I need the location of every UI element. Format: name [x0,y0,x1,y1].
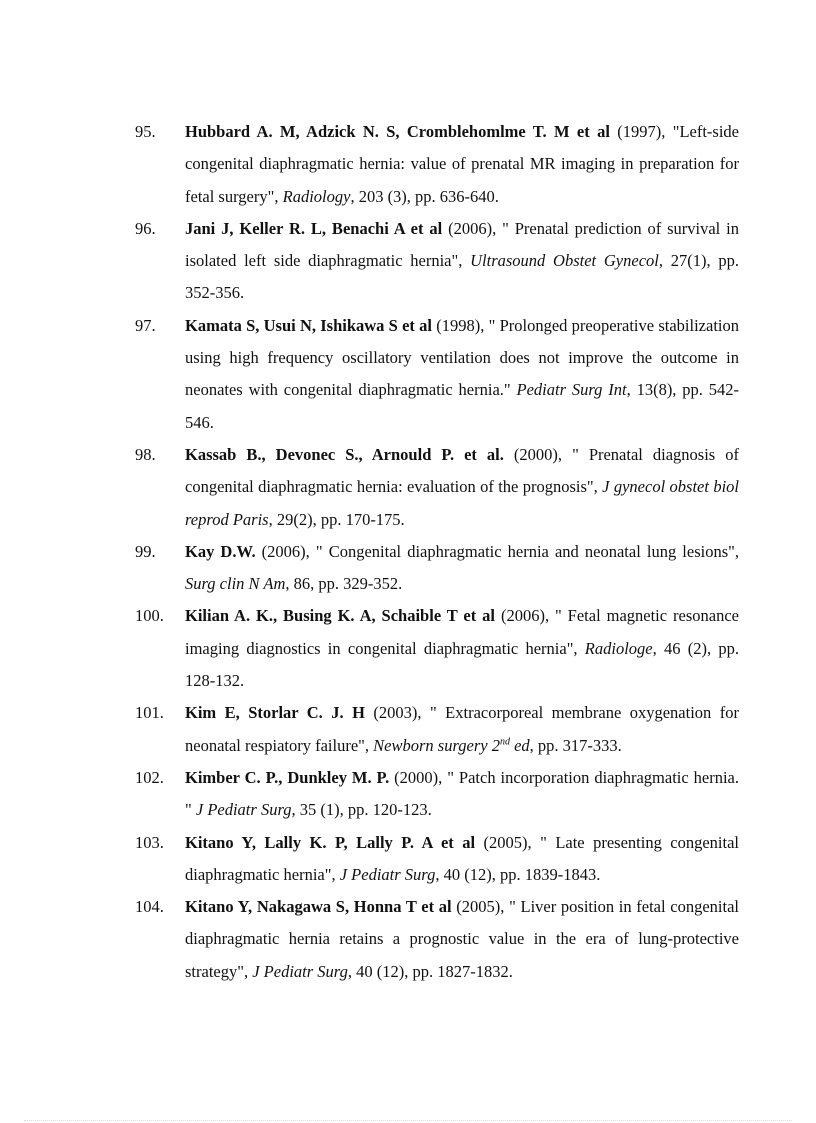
reference-year: (2006), [495,606,556,626]
reference-journal-tail: ed [509,735,530,755]
reference-number: 103. [135,832,164,852]
reference-text [185,536,739,601]
reference-title: " Liver position in fetal congenital diaphragmatic hernia retains a prognostic value in the era of lung-protective strategy", [185,897,739,981]
reference-year: (2003), [364,703,430,723]
reference-authors: Hubbard A. M, Adzick N. S, Cromblehomlme T. M et al [185,122,610,141]
reference-title: " Prenatal prediction of survival in isolated left side diaphragmatic hernia", [185,218,739,271]
reference-text [185,213,739,310]
reference-item [135,600,739,697]
reference-year: (2006), [255,541,316,561]
reference-item [135,827,739,892]
reference-authors: Kitano Y, Nakagawa S, Honna T et al [185,897,452,917]
reference-journal: Ultrasound Obstet Gynecol [462,251,659,271]
reference-journal: Radiologe [577,638,653,658]
reference-title: " Congenital diaphragmatic hernia and neonatal lung lesions", [315,541,739,561]
reference-item [135,536,739,601]
reference-authors: Kim E, Storlar C. J. H [185,703,365,723]
reference-details: , 29(2), pp. 170-175. [268,509,405,529]
reference-journal-superscript: nd [499,736,510,748]
reference-authors: Kassab B., Devonec S., Arnould P. et al. [185,444,504,464]
reference-number: 95. [135,122,156,141]
reference-title: " Prenatal diagnosis of congenital diaphragmatic hernia: evaluation of the prognosis", [185,444,739,497]
reference-number: 96. [135,218,156,238]
reference-number: 99. [135,541,156,561]
reference-number: 101. [135,703,164,723]
reference-title: " Patch incorporation diaphragmatic hernia. " [185,767,739,820]
reference-text [185,439,739,536]
reference-details: , 203 (3), pp. 636-640. [350,186,499,206]
reference-year: (2006), [442,218,503,238]
reference-details: , 46 (2), pp. 128-132. [185,638,739,691]
reference-title: " Late presenting congenital diaphragmatic hernia", [185,832,740,884]
reference-details: , 27(1), pp. 352-356. [185,251,739,303]
reference-journal: Pediatr Surg Int [510,380,627,400]
reference-details: , 40 (12), pp. 1827-1832. [347,961,513,981]
reference-journal: J Pediatr Surg [191,800,292,820]
reference-text [185,697,739,762]
reference-details: , 35 (1), pp. 120-123. [291,800,432,820]
reference-number: 98. [135,444,156,464]
reference-authors: Kamata S, Usui N, Ishikawa S et al [185,315,432,335]
reference-year: (1998), [431,315,489,335]
reference-item [135,762,739,827]
reference-journal: Radiology [278,186,351,206]
reference-journal: Surg clin N Am [185,574,286,594]
reference-item [135,891,739,988]
reference-title: " Extracorporeal membrane oxygenation for neonatal respiatory failure", [185,703,739,755]
reference-item [135,213,739,310]
reference-authors: Kay D.W. [185,541,256,561]
reference-journal: J gynecol obstet biol reprod Paris [185,477,739,529]
reference-year: (2000), [503,444,573,464]
reference-text [185,600,739,697]
reference-authors: Kimber C. P., Dunkley M. P. [185,767,390,787]
reference-item [135,310,739,439]
reference-authors: Kilian A. K., Busing K. A, Schaible T et al [185,606,496,626]
reference-title: "Left-side congenital diaphragmatic hernia: value of prenatal MR imaging in preparation for fetal surgery", [185,122,739,206]
reference-journal: J Pediatr Surg [248,961,348,981]
reference-text [185,891,739,988]
reference-text [185,116,739,213]
reference-number: 97. [135,315,156,335]
reference-authors: Jani J, Keller R. L, Benachi A et al [185,218,443,238]
reference-text [185,310,739,439]
reference-details: , 40 (12), pp. 1839-1843. [435,864,601,884]
reference-item [135,697,739,762]
reference-text [185,762,739,827]
reference-list [135,116,739,988]
reference-details: , pp. 317-333. [529,735,622,755]
reference-year: (1997), [609,122,673,141]
reference-details: , 13(8), pp. 542-546. [185,380,740,432]
reference-journal: J Pediatr Surg [335,864,436,884]
reference-text [185,827,739,892]
page-bottom-divider [24,1120,792,1121]
reference-title: " Prolonged preoperative stabilization using high frequency oscillatory ventilation does not improve the outcome in neonates with congenital diaphragmatic hernia." [185,315,739,400]
reference-item [135,116,739,213]
reference-title: " Fetal magnetic resonance imaging diagnostics in congenital diaphragmatic hernia", [185,606,739,658]
reference-year: (2005), [475,832,541,852]
reference-journal-name: Newborn surgery 2 [369,735,500,755]
reference-number: 100. [135,606,164,626]
reference-number: 102. [135,767,164,787]
reference-authors: Kitano Y, Lally K. P, Lally P. A et al [185,832,476,852]
reference-year: (2000), [389,767,448,787]
reference-item [135,439,739,536]
reference-number: 104. [135,897,164,917]
reference-journal [369,736,530,755]
reference-year: (2005), [451,897,510,917]
reference-details: , 86, pp. 329-352. [285,574,403,594]
